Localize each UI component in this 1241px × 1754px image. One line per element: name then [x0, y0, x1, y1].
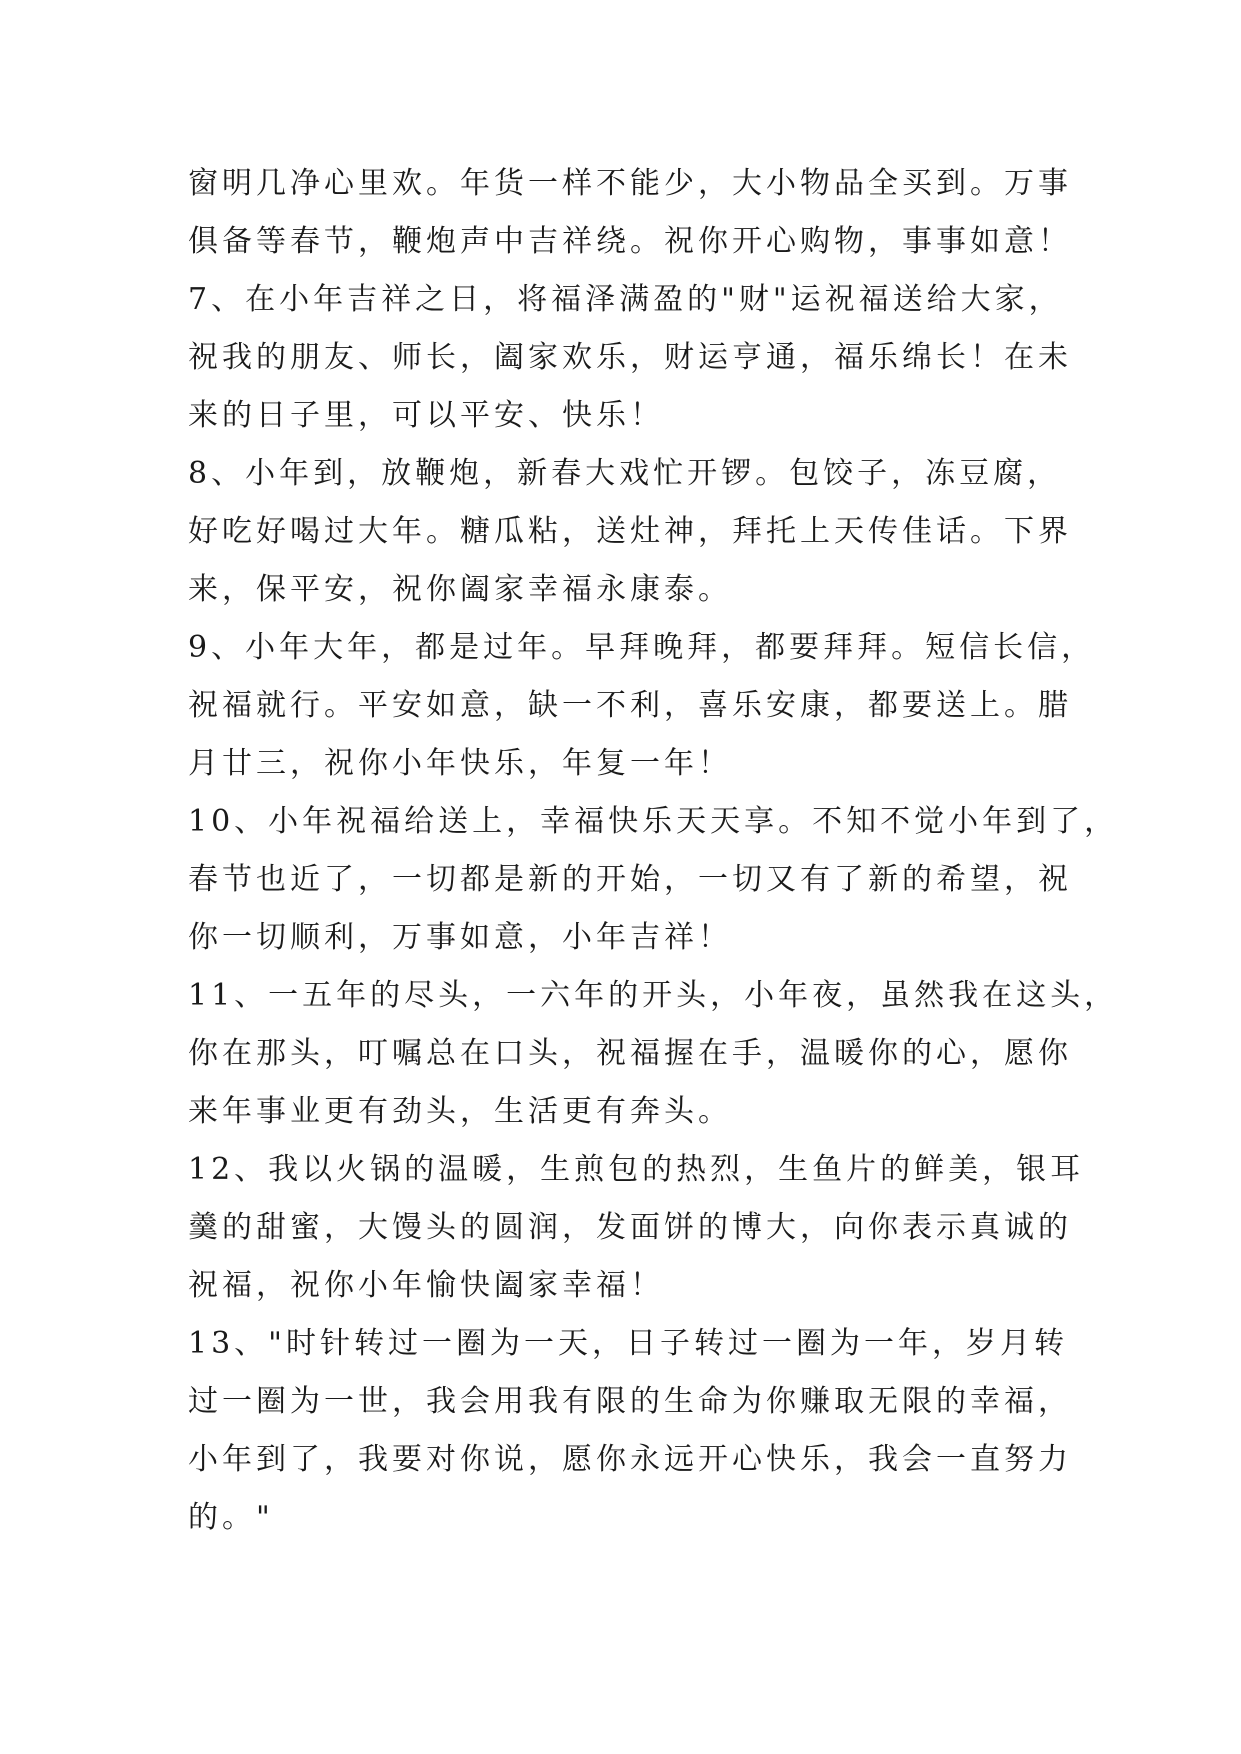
text-line: 月廿三，祝你小年快乐，年复一年！	[188, 746, 732, 781]
text-line: 来的日子里，可以平安、快乐！	[188, 398, 664, 433]
text-line: 你一切顺利，万事如意，小年吉祥！	[188, 920, 732, 955]
text-line: 好吃好喝过大年。糖瓜粘，送灶神，拜托上天传佳话。下界	[188, 514, 1072, 549]
text-line: 祝福，祝你小年愉快阖家幸福！	[188, 1268, 664, 1303]
text-line: 你在那头，叮嘱总在口头，祝福握在手，温暖你的心，愿你	[188, 1036, 1072, 1071]
text-line: 来，保平安，祝你阖家幸福永康泰。	[188, 572, 732, 607]
text-line: 祝福就行。平安如意，缺一不利，喜乐安康，都要送上。腊	[188, 688, 1072, 723]
text-line: 13、"时针转过一圈为一天，日子转过一圈为一年，岁月转	[188, 1326, 1068, 1361]
text-line: 小年到了，我要对你说，愿你永远开心快乐，我会一直努力	[188, 1442, 1072, 1477]
text-line: 8、小年到，放鞭炮，新春大戏忙开锣。包饺子，冻豆腐，	[188, 456, 1062, 491]
text-line: 羹的甜蜜，大馒头的圆润，发面饼的博大，向你表示真诚的	[188, 1210, 1072, 1245]
text-line: 的。"	[188, 1500, 274, 1535]
text-line: 10、小年祝福给送上，幸福快乐天天享。不知不觉小年到了，	[188, 804, 1119, 839]
text-line: 窗明几净心里欢。年货一样不能少，大小物品全买到。万事	[188, 166, 1072, 201]
text-line: 春节也近了，一切都是新的开始，一切又有了新的希望，祝	[188, 862, 1072, 897]
text-line: 11、一五年的尽头，一六年的开头，小年夜，虽然我在这头，	[188, 978, 1119, 1013]
text-line: 7、在小年吉祥之日，将福泽满盈的"财"运祝福送给大家，	[188, 282, 1063, 317]
text-line: 来年事业更有劲头，生活更有奔头。	[188, 1094, 732, 1129]
document-body	[188, 155, 1119, 1547]
text-line: 过一圈为一世，我会用我有限的生命为你赚取无限的幸福，	[188, 1384, 1072, 1419]
text-line: 9、小年大年，都是过年。早拜晚拜，都要拜拜。短信长信，	[188, 630, 1096, 665]
text-line: 12、我以火锅的温暖，生煎包的热烈，生鱼片的鲜美，银耳	[188, 1152, 1085, 1187]
text-line: 俱备等春节，鞭炮声中吉祥绕。祝你开心购物，事事如意！	[188, 224, 1072, 259]
text-line: 祝我的朋友、师长，阖家欢乐，财运亨通，福乐绵长！在未	[188, 340, 1072, 375]
